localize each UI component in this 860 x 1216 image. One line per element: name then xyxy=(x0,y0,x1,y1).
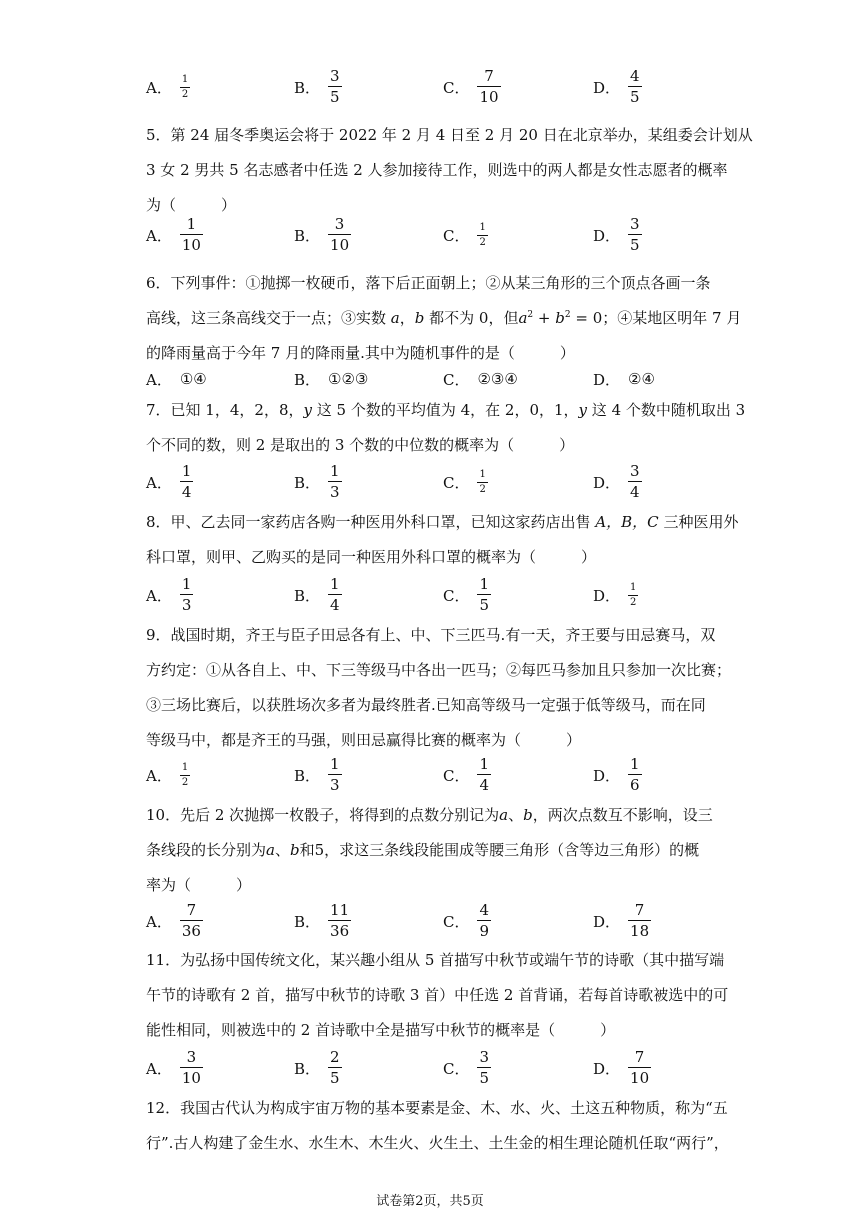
numerator: 1 xyxy=(479,755,490,773)
fraction xyxy=(477,903,491,939)
option-letter: B． xyxy=(294,1059,321,1078)
q5-option-c xyxy=(443,212,488,258)
q8-options xyxy=(146,572,786,618)
numerator: 1 xyxy=(181,761,189,773)
numerator: 3 xyxy=(186,1048,197,1066)
denominator: 4 xyxy=(181,483,192,501)
numerator: 1 xyxy=(330,755,340,773)
denominator: 3 xyxy=(330,776,340,794)
separator-2: 、 xyxy=(274,841,290,859)
q10-line-1-text-a: 10．先后 2 次抛掷一枚骰子，将得到的点数分别记为 xyxy=(146,806,500,824)
denominator: 5 xyxy=(630,236,640,254)
denominator: 2 xyxy=(479,236,486,248)
question-11 xyxy=(146,943,729,1048)
q7-line-2: 个不同的数，则 2 是取出的 3 个数的中位数的概率为（ ） xyxy=(146,436,575,454)
page-footer: 试卷第2页，共5页 xyxy=(376,1194,484,1209)
numerator: 1 xyxy=(181,73,189,85)
fraction xyxy=(628,903,651,939)
q4-option-a xyxy=(146,64,190,110)
q5-line-3: 为（ ） xyxy=(146,196,237,214)
numerator: 2 xyxy=(330,1048,340,1066)
denominator: 5 xyxy=(330,1069,340,1087)
fraction xyxy=(328,903,351,939)
q7-line-1-text-a: 7．已知 1，4，2，8， xyxy=(146,401,304,419)
q7-option-d xyxy=(593,459,642,505)
q11-option-d xyxy=(593,1045,651,1091)
q9-option-a xyxy=(146,752,190,798)
option-letter: C． xyxy=(443,912,470,931)
denominator: 10 xyxy=(181,236,201,254)
question-10 xyxy=(146,798,718,903)
option-letter: C． xyxy=(443,473,470,492)
fraction xyxy=(628,69,642,105)
fraction xyxy=(328,464,342,500)
eq-var-b: b xyxy=(555,309,565,327)
q10-line-2 xyxy=(146,833,718,868)
q7-options xyxy=(146,459,786,505)
mask-types: A，B，C xyxy=(595,513,659,531)
denominator: 36 xyxy=(181,922,201,940)
q7-line-1 xyxy=(146,393,746,428)
numerator: 1 xyxy=(330,462,340,480)
option-letter: C． xyxy=(443,78,470,97)
numerator: 3 xyxy=(479,1048,490,1066)
numerator: 3 xyxy=(330,67,340,85)
q8-line-1 xyxy=(146,505,739,540)
numerator: 1 xyxy=(186,215,197,233)
numerator: 4 xyxy=(630,67,640,85)
denominator: 2 xyxy=(181,776,189,788)
option-letter: C． xyxy=(443,766,470,785)
fraction xyxy=(477,223,487,248)
fraction xyxy=(628,1050,651,1086)
var-a: a xyxy=(499,806,509,824)
fraction xyxy=(328,1050,342,1086)
q10-line-1-text-b: ，两次点数互不影响，设三 xyxy=(532,806,713,824)
q11-line-2: 午节的诗歌有 2 首，描写中秋节的诗歌 3 首）中任选 2 首背诵，若每首诗歌被选中的可 xyxy=(146,986,729,1004)
q5-option-a xyxy=(146,212,203,258)
denominator: 10 xyxy=(330,236,350,254)
option-letter: A． xyxy=(146,912,172,931)
var-b-2: b xyxy=(289,841,300,859)
q8-option-b xyxy=(294,572,342,618)
denominator: 9 xyxy=(479,922,490,940)
denominator: 5 xyxy=(330,88,340,106)
option-letter: A． xyxy=(146,766,172,785)
q9-option-c xyxy=(443,752,491,798)
fraction xyxy=(477,757,491,793)
option-text: ①②③ xyxy=(328,370,369,388)
option-letter: A． xyxy=(146,586,172,605)
option-letter: C． xyxy=(443,370,470,389)
numerator: 1 xyxy=(479,468,486,480)
q5-line-1: 5．第 24 届冬季奥运会将于 2022 年 2 月 4 日至 2 月 20 日在北京举办，某组委会计划从 xyxy=(146,126,753,144)
q5-options xyxy=(146,212,786,258)
q9-options xyxy=(146,752,786,798)
q11-option-c xyxy=(443,1045,491,1091)
q10-line-2-text-b: 和5，求这三条线段能围成等腰三角形（含等边三角形）的概 xyxy=(299,841,700,859)
eq-exp-a: 2 xyxy=(527,310,534,320)
q8-option-a xyxy=(146,572,193,618)
denominator: 10 xyxy=(479,88,499,106)
q4-option-b xyxy=(294,64,342,110)
var-a-2: a xyxy=(266,841,275,859)
fraction xyxy=(180,577,194,613)
option-letter: A． xyxy=(146,78,172,97)
q6-line-2-text-a: 高线，这三条高线交于一点；③实数 xyxy=(146,309,391,327)
fraction xyxy=(477,69,500,105)
option-letter: B． xyxy=(294,78,321,97)
eq-rest: = 0 xyxy=(570,309,603,327)
fraction xyxy=(328,69,342,105)
denominator: 10 xyxy=(181,1069,201,1087)
numerator: 1 xyxy=(630,755,640,773)
denominator: 5 xyxy=(479,596,490,614)
denominator: 4 xyxy=(479,776,490,794)
eq-exp-b: 2 xyxy=(564,310,571,320)
q4-option-d xyxy=(593,64,642,110)
q8-option-c xyxy=(443,572,491,618)
denominator: 2 xyxy=(630,596,637,608)
fraction xyxy=(477,577,491,613)
fraction xyxy=(180,464,194,500)
q6-line-2-text-c: ；④某地区明年 7 月 xyxy=(602,309,742,327)
fraction xyxy=(180,75,190,100)
fraction xyxy=(628,217,642,253)
option-letter: B． xyxy=(294,370,321,389)
fraction xyxy=(180,217,203,253)
equation xyxy=(518,309,602,327)
q10-line-2-text-a: 条线段的长分别为 xyxy=(146,841,267,859)
option-letter: C． xyxy=(443,1059,470,1078)
q9-option-b xyxy=(294,752,342,798)
separator: 、 xyxy=(508,806,524,824)
q8-option-d xyxy=(593,572,638,618)
numerator: 1 xyxy=(630,581,637,593)
option-letter: B． xyxy=(294,226,321,245)
numerator: 1 xyxy=(181,462,192,480)
fraction xyxy=(328,217,351,253)
fraction xyxy=(628,757,642,793)
q11-line-3: 能性相同，则被选中的 2 首诗歌中全是描写中秋节的概率是（ ） xyxy=(146,1021,616,1039)
q10-option-d xyxy=(593,898,651,944)
option-text: ②③④ xyxy=(477,370,518,388)
q5-option-b xyxy=(294,212,351,258)
q10-line-3: 率为（ ） xyxy=(146,876,252,894)
q10-option-c xyxy=(443,898,491,944)
option-letter: D． xyxy=(593,586,621,605)
option-letter: C． xyxy=(443,226,470,245)
option-letter: B． xyxy=(294,912,321,931)
fraction xyxy=(477,470,487,495)
option-letter: D． xyxy=(593,1059,621,1078)
denominator: 10 xyxy=(630,1069,650,1087)
fraction xyxy=(328,577,342,613)
eq-var-a: a xyxy=(518,309,528,327)
q10-line-1 xyxy=(146,798,718,833)
numerator: 1 xyxy=(479,575,490,593)
q11-options xyxy=(146,1045,786,1091)
option-text: ①④ xyxy=(179,370,207,388)
denominator: 6 xyxy=(630,776,640,794)
numerator: 1 xyxy=(479,221,486,233)
q6-line-2 xyxy=(146,301,742,336)
q4-options xyxy=(146,64,786,110)
q6-line-3: 的降雨量高于今年 7 月的降雨量.其中为随机事件的是（ ） xyxy=(146,344,575,362)
numerator: 7 xyxy=(634,1048,645,1066)
q10-option-b xyxy=(294,898,351,944)
numerator: 11 xyxy=(330,901,350,919)
q8-line-1-text-a: 8．甲、乙去同一家药店各购一种医用外科口罩，已知这家药店出售 xyxy=(146,513,596,531)
q7-option-b xyxy=(294,459,342,505)
q11-option-b xyxy=(294,1045,342,1091)
numerator: 3 xyxy=(630,462,640,480)
numerator: 1 xyxy=(181,575,192,593)
var-a: a xyxy=(390,309,400,327)
numerator: 7 xyxy=(484,67,494,85)
option-letter: D． xyxy=(593,370,621,389)
numerator: 4 xyxy=(479,901,490,919)
denominator: 2 xyxy=(479,483,486,495)
q9-option-d xyxy=(593,752,642,798)
numerator: 3 xyxy=(334,215,345,233)
var-b: b xyxy=(523,806,533,824)
fraction xyxy=(180,903,203,939)
option-letter: A． xyxy=(146,226,172,245)
q7-line-1-text-b: 这 5 个数的平均值为 4，在 2，0，1， xyxy=(311,401,579,419)
var-y-2: y xyxy=(578,401,588,419)
fraction xyxy=(628,464,642,500)
q9-line-3: ③三场比赛后，以获胜场次多者为最终胜者.已知高等级马一定强于低等级马，而在同 xyxy=(146,696,706,714)
numerator: 3 xyxy=(630,215,640,233)
eq-plus: + xyxy=(533,309,556,327)
fraction xyxy=(180,763,190,788)
q7-line-1-text-c: 这 4 个数中随机取出 3 xyxy=(587,401,746,419)
option-letter: A． xyxy=(146,473,172,492)
fraction xyxy=(328,757,342,793)
option-letter: A． xyxy=(146,370,172,389)
q5-line-2: 3 女 2 男共 5 名志感者中任选 2 人参加接待工作，则选中的两人都是女性志愿者的概率 xyxy=(146,161,728,179)
question-8 xyxy=(146,505,739,575)
numerator: 1 xyxy=(330,575,340,593)
denominator: 4 xyxy=(630,483,640,501)
q11-line-1: 11．为弘扬中国传统文化，某兴趣小组从 5 首描写中秋节或端午节的诗歌（其中描写端 xyxy=(146,951,725,969)
option-letter: D． xyxy=(593,473,621,492)
question-9 xyxy=(146,618,732,758)
denominator: 5 xyxy=(630,88,640,106)
option-letter: A． xyxy=(146,1059,172,1078)
denominator: 3 xyxy=(181,596,192,614)
option-letter: D． xyxy=(593,766,621,785)
var-b: b xyxy=(414,309,425,327)
option-text: ②④ xyxy=(628,370,655,388)
numerator: 7 xyxy=(186,901,197,919)
option-letter: D． xyxy=(593,912,621,931)
q9-line-4: 等级马中，都是齐王的马强，则田忌赢得比赛的概率为（ ） xyxy=(146,731,582,749)
denominator: 3 xyxy=(330,483,340,501)
denominator: 36 xyxy=(330,922,350,940)
numerator: 7 xyxy=(634,901,645,919)
option-letter: D． xyxy=(593,226,621,245)
fraction xyxy=(477,1050,491,1086)
q6-line-2-text-b: 都不为 0，但 xyxy=(424,309,519,327)
option-letter: B． xyxy=(294,473,321,492)
question-5 xyxy=(146,118,753,223)
denominator: 2 xyxy=(181,88,189,100)
denominator: 5 xyxy=(479,1069,490,1087)
option-letter: B． xyxy=(294,586,321,605)
question-7 xyxy=(146,393,746,463)
q7-option-c xyxy=(443,459,488,505)
q8-line-1-text-b: 三种医用外 xyxy=(658,513,739,531)
q12-line-2: 行”.古人构建了金生水、水生木、木生火、火生土、土生金的相生理论随机任取“两行”， xyxy=(146,1134,729,1152)
q6-line-1: 6．下列事件：①抛掷一枚硬币，落下后正面朝上；②从某三角形的三个顶点各画一条 xyxy=(146,274,711,292)
q8-line-2: 科口罩，则甲、乙购买的是同一种医用外科口罩的概率为（ ） xyxy=(146,548,597,566)
fraction xyxy=(628,583,638,608)
option-letter: B． xyxy=(294,766,321,785)
q9-line-2: 方约定：①从各自上、中、下三等级马中各出一匹马；②每匹马参加且只参加一次比赛； xyxy=(146,661,732,679)
q11-option-a xyxy=(146,1045,203,1091)
q5-option-d xyxy=(593,212,642,258)
q4-option-c xyxy=(443,64,501,110)
var-y: y xyxy=(303,401,312,419)
q10-option-a xyxy=(146,898,203,944)
fraction xyxy=(180,1050,203,1086)
denominator: 4 xyxy=(330,596,340,614)
option-letter: C． xyxy=(443,586,470,605)
option-letter: D． xyxy=(593,78,621,97)
comma: ， xyxy=(399,309,415,327)
denominator: 18 xyxy=(630,922,650,940)
question-12 xyxy=(146,1091,729,1161)
q12-line-1: 12．我国古代认为构成宇宙万物的基本要素是金、木、水、火、土这五种物质，称为“五 xyxy=(146,1099,728,1117)
q10-options xyxy=(146,898,786,944)
q9-line-1: 9．战国时期，齐王与臣子田忌各有上、中、下三匹马.有一天，齐王要与田忌赛马，双 xyxy=(146,626,716,644)
q7-option-a xyxy=(146,459,193,505)
